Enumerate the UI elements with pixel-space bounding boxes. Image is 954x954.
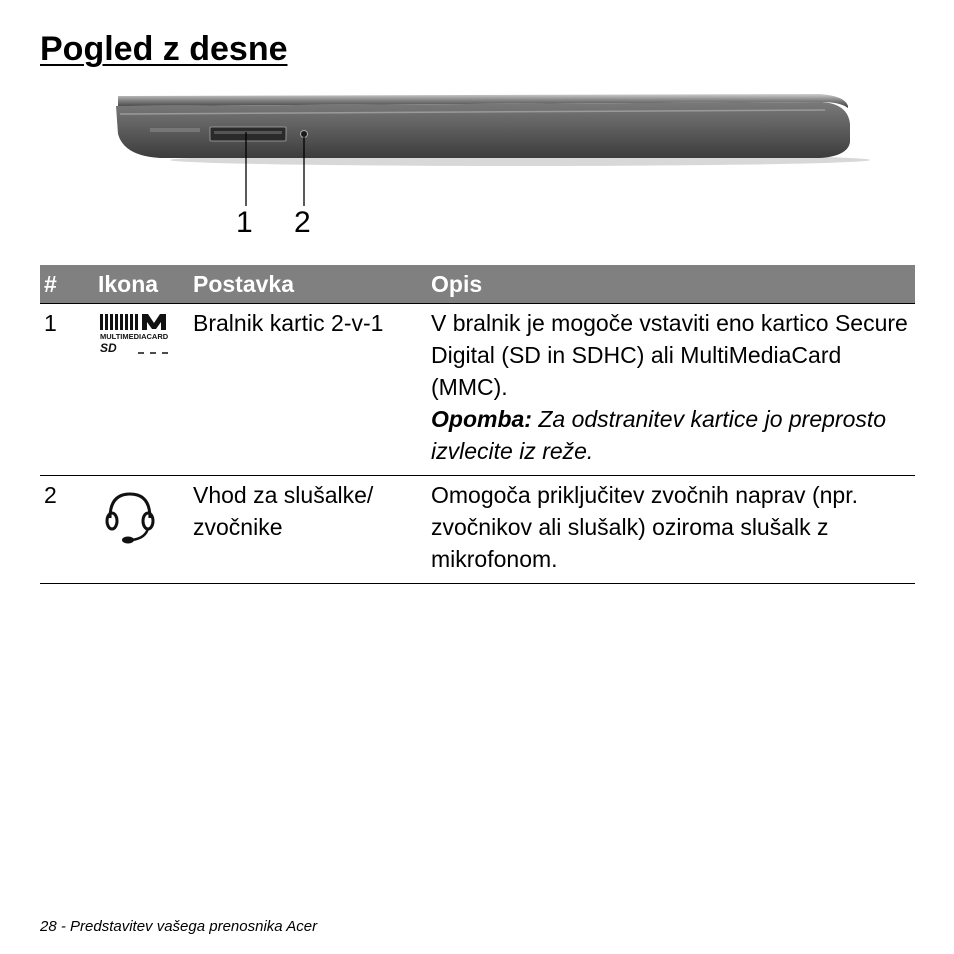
- note-label: Opomba:: [431, 406, 532, 432]
- row-desc-cell: [427, 304, 915, 476]
- row-item: Vhod za slušalke/ zvočnike: [193, 482, 374, 540]
- row-desc: V bralnik je mogoče vstaviti eno kartico Secure Digital (SD in SDHC) ali MultiMediaCard (MMC).: [431, 310, 908, 400]
- table-row: [40, 476, 915, 584]
- headset-icon: [98, 488, 158, 546]
- row-num: 1: [44, 310, 57, 336]
- header-item: Postavka: [189, 265, 427, 304]
- row-icon-cell: [94, 304, 189, 476]
- header-desc: Opis: [427, 265, 915, 304]
- page-footer: 28 - Predstavitev vašega prenosnika Acer: [40, 918, 318, 935]
- multimediacard-sd-icon: [98, 312, 174, 356]
- table-header-row: [40, 265, 915, 304]
- laptop-right-side-illustration: [100, 84, 880, 254]
- row-icon-cell: [94, 476, 189, 584]
- table-row: [40, 304, 915, 476]
- row-desc: Omogoča priključitev zvočnih naprav (npr. zvočnikov ali slušalk) oziroma slušalk z mikrofonom.: [431, 482, 858, 572]
- header-icon: Ikona: [94, 265, 189, 304]
- callout-number-2: 2: [294, 206, 311, 239]
- callout-number-1: 1: [236, 206, 253, 239]
- note-text: Za odstranitev kartice jo preprosto izvlecite iz reže.: [431, 406, 887, 464]
- side-logo: [150, 128, 200, 132]
- page-title: Pogled z desne: [40, 30, 288, 68]
- port-table: [40, 265, 915, 584]
- row-num: 2: [44, 482, 57, 508]
- sd-logo-text: SD: [100, 341, 117, 355]
- mmc-logo-text: MULTIMEDIACARD: [100, 332, 169, 341]
- row-item: Bralnik kartic 2-v-1: [193, 310, 384, 336]
- headphone-jack: [301, 131, 308, 138]
- header-num: #: [40, 265, 94, 304]
